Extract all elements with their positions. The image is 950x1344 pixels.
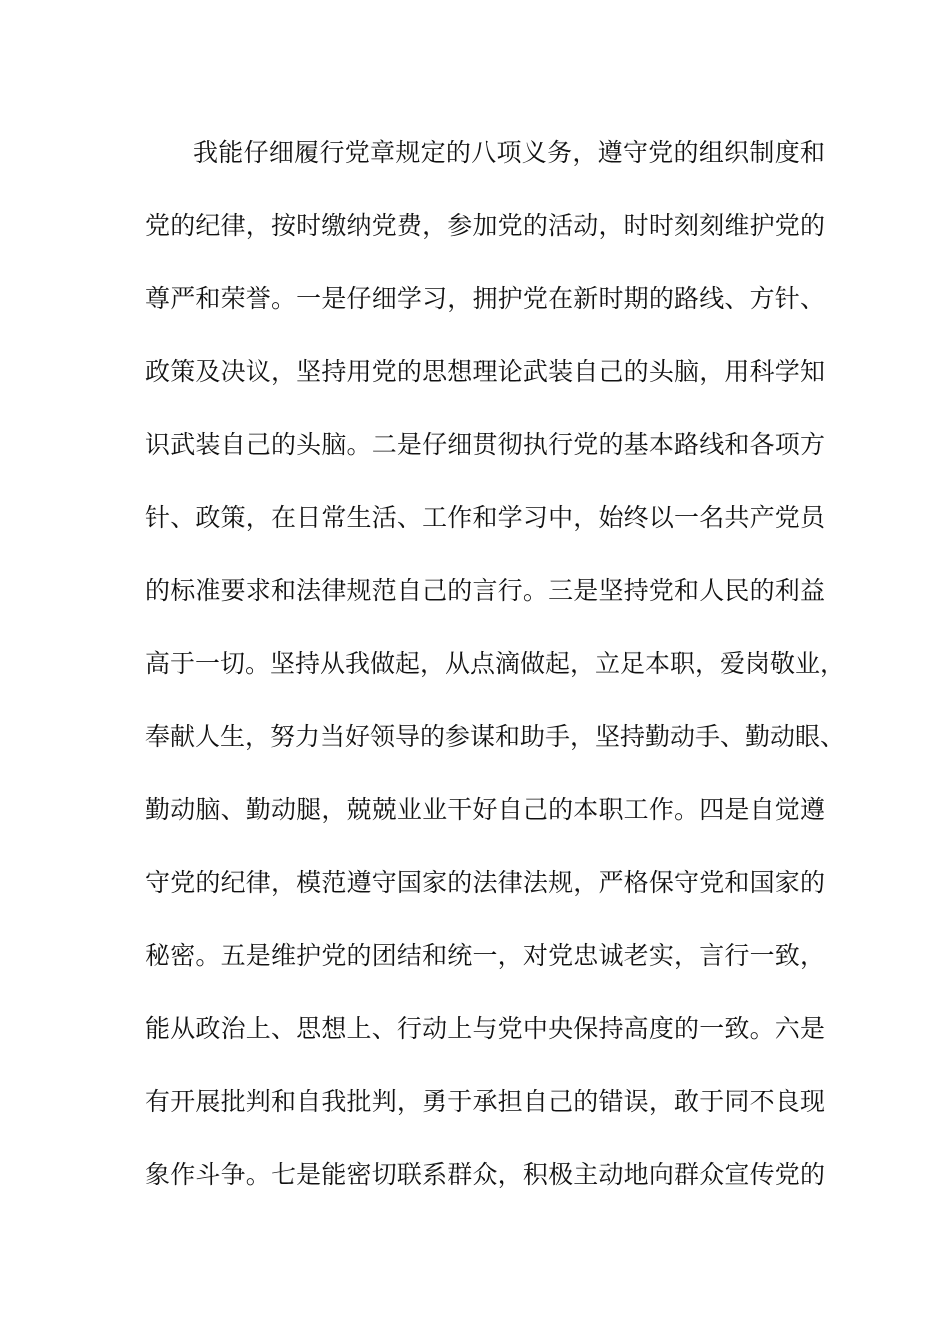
paragraph-line: 高于一切。坚持从我做起，从点滴做起，立足本职，爱岗敬业， — [145, 649, 846, 678]
body-paragraph — [145, 130, 846, 1225]
paragraph-line: 的标准要求和法律规范自己的言行。三是坚持党和人民的利益 — [145, 576, 825, 605]
paragraph-line: 能从政治上、思想上、行动上与党中央保持高度的一致。六是 — [145, 1014, 825, 1043]
paragraph-line: 我能仔细履行党章规定的八项义务，遵守党的组织制度和 — [193, 138, 825, 167]
paragraph-line: 象作斗争。七是能密切联系群众，积极主动地向群众宣传党的 — [145, 1160, 825, 1189]
paragraph-line: 勤动脑、勤动腿，兢兢业业干好自己的本职工作。四是自觉遵 — [145, 795, 825, 824]
paragraph-line: 尊严和荣誉。一是仔细学习，拥护党在新时期的路线、方针、 — [145, 284, 825, 313]
paragraph-line: 秘密。五是维护党的团结和统一，对党忠诚老实，言行一致， — [145, 941, 825, 970]
paragraph-line: 有开展批判和自我批判，勇于承担自己的错误，敢于同不良现 — [145, 1087, 825, 1116]
paragraph-line: 政策及决议，坚持用党的思想理论武装自己的头脑，用科学知 — [145, 357, 825, 386]
paragraph-line: 守党的纪律，模范遵守国家的法律法规，严格保守党和国家的 — [145, 868, 825, 897]
paragraph-line: 识武装自己的头脑。二是仔细贯彻执行党的基本路线和各项方 — [145, 430, 825, 459]
paragraph-line: 党的纪律，按时缴纳党费，参加党的活动，时时刻刻维护党的 — [145, 211, 825, 240]
paragraph-line: 奉献人生，努力当好领导的参谋和助手，坚持勤动手、勤动眼、 — [145, 722, 846, 751]
paragraph-line: 针、政策，在日常生活、工作和学习中，始终以一名共产党员 — [145, 503, 825, 532]
